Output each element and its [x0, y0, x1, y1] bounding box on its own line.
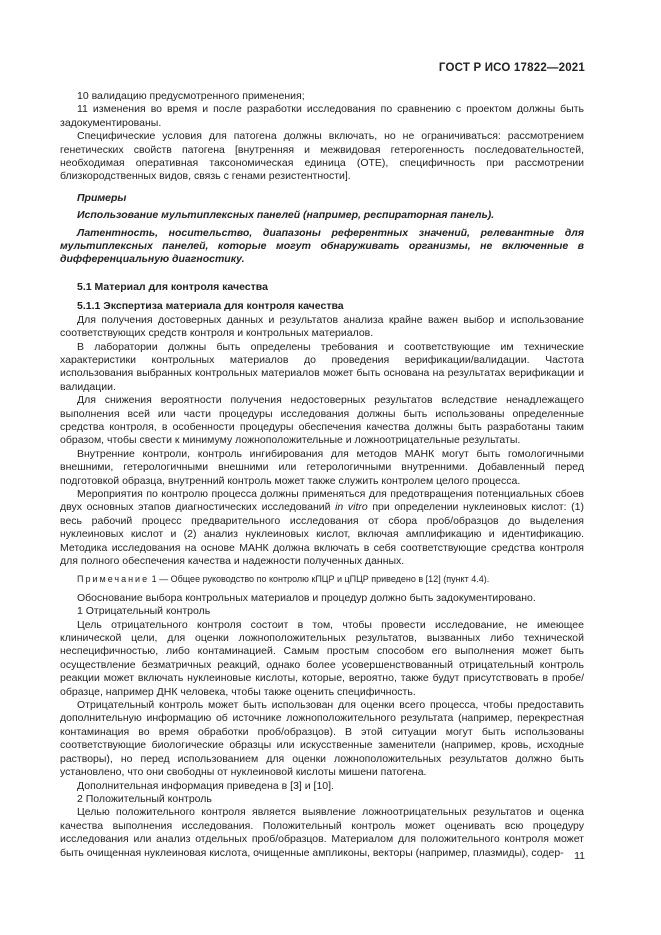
standard-header: ГОСТ Р ИСО 17822—2021 — [438, 62, 585, 74]
paragraph-text: Мероприятия по контролю процесса должны применяться для предотвращения потенциальных сбоев двух основных этапов диагностических исследований — [60, 487, 584, 514]
paragraph: 2 Положительный контроль — [77, 792, 212, 805]
italic-term: in vitro — [335, 501, 368, 514]
note — [60, 573, 584, 586]
paragraph: Для получения достоверных данных и результатов анализа крайне важен выбор и использование соответствующих средств контроля и контрольных материалов. — [60, 313, 584, 340]
paragraph: Обоснование выбора контрольных материалов и процедур должно быть задокументировано. — [77, 591, 536, 604]
paragraph: Отрицательный контроль может быть использован для оценки всего процесса, чтобы предоставить дополнительную информацию об источнике ложноположительного результата (например, перекрестная контаминация во время обработки проб/образцов). В этой ситуации могут быть использованы соответствующие биологические образцы или искусственные заменители (например, кровь, исходные растворы), но перед использованием для оценки ложноположительных результатов должно быть установлено, что они свободны от нуклеиновой кислоты мишени патогена. — [60, 699, 584, 779]
paragraph: Для снижения вероятности получения недостоверных результатов вследствие ненадлежащего выполнения всей или части процедуры исследования должны быть использованы определенные средства контроля, в особенности процедуры обеспечения качества должны быть разработаны таким образом, чтобы свести к минимуму ложноположительные и ложноотрицательные результаты. — [60, 394, 584, 447]
paragraph: В лаборатории должны быть определены требования и соответствующие им технические характеристики контрольных материалов до проведения верификации/валидации. Частота использования выбранных контрольных материалов может быть основана на результатах верификации и валидации. — [60, 340, 584, 393]
page-number: 11 — [574, 850, 585, 862]
paragraph: Специфические условия для патогена должны включать, но не ограничиваться: рассмотрением генетических свойств патогена [внутренняя и межвидовая гетерогенность последовательностей, необходимая оперативная таксономическая единица (ОТЕ), специфичность при рассмотрении близкородственных видов, связь с генами резистентности]. — [60, 130, 584, 183]
paragraph: Цель отрицательного контроля состоит в том, чтобы провести исследование, не имеющее клинической цели, для оценки ложноположительных результатов, вызванных либо технической неспецифичностью, либо контаминацией. Самым простым способом его выполнения может быть осуществление безматричных реакций, однако более усовершенствованный отрицательный контроль реакции может включать нуклеиновые кислоты, которые, вероятно, также будут присутствовать в пробе/образце, например ДНК человека, чтобы также оценить специфичность. — [60, 618, 584, 698]
paragraph: Дополнительная информация приведена в [3] и [10]. — [77, 779, 334, 792]
example-item: Латентность, носительство, диапазоны референтных значений, релевантные для мультиплексных панелей, которые могут обнаруживать организмы, не включенные в дифференциальную диагностику. — [60, 226, 584, 266]
paragraph — [60, 488, 584, 568]
examples-heading: Примеры — [77, 191, 127, 204]
list-item: 10 валидацию предусмотренного применения; — [77, 90, 305, 102]
paragraph-text: при определении нуклеиновых кислот: (1) весь рабочий процесс предварительного исследования от сбора проб/образцов до выделения нуклеиновых кислот и (2) анализ нуклеиновых кислот, включая амплификацию и идентификацию. Методика исследования на основе МАНК должна включать в себя соответствующие средства контроля для полного обеспечения качества и надежности полученных данных. — [60, 501, 584, 567]
example-item: Использование мультиплексных панелей (например, респираторная панель). — [77, 209, 495, 222]
paragraph: Внутренние контроли, контроль ингибирования для методов МАНК могут быть гомологичными внешними, гетерологичными внешними или гетерологичными внутренними. Добавленный перед подготовкой образца, внутренний контроль может также служить контролем целого процесса. — [60, 447, 584, 487]
note-text: 1 — Общее руководство по контролю кПЦР и цПЦР приведено в [12] (пункт 4.4). — [149, 574, 490, 585]
list-item: 11 изменения во время и после разработки исследования по сравнению с проектом должны быть задокументированы. — [60, 103, 584, 129]
note-label: Примечание — [77, 574, 150, 585]
document-body — [60, 90, 584, 860]
paragraph: 1 Отрицательный контроль — [77, 605, 211, 618]
section-heading: 5.1 Материал для контроля качества — [77, 280, 268, 293]
subsection-heading: 5.1.1 Экспертиза материала для контроля качества — [77, 300, 344, 313]
paragraph: Целью положительного контроля является выявление ложноотрицательных результатов и оценка качества выполнения исследования. Положительный контроль может оценивать всю процедуру исследования или анализ отдельных проб/образцов. Материалом для положительного контроля может быть очищенная нуклеиновая кислота, очищенные ампликоны, векторы (например, плазмиды), содер- — [60, 806, 584, 859]
